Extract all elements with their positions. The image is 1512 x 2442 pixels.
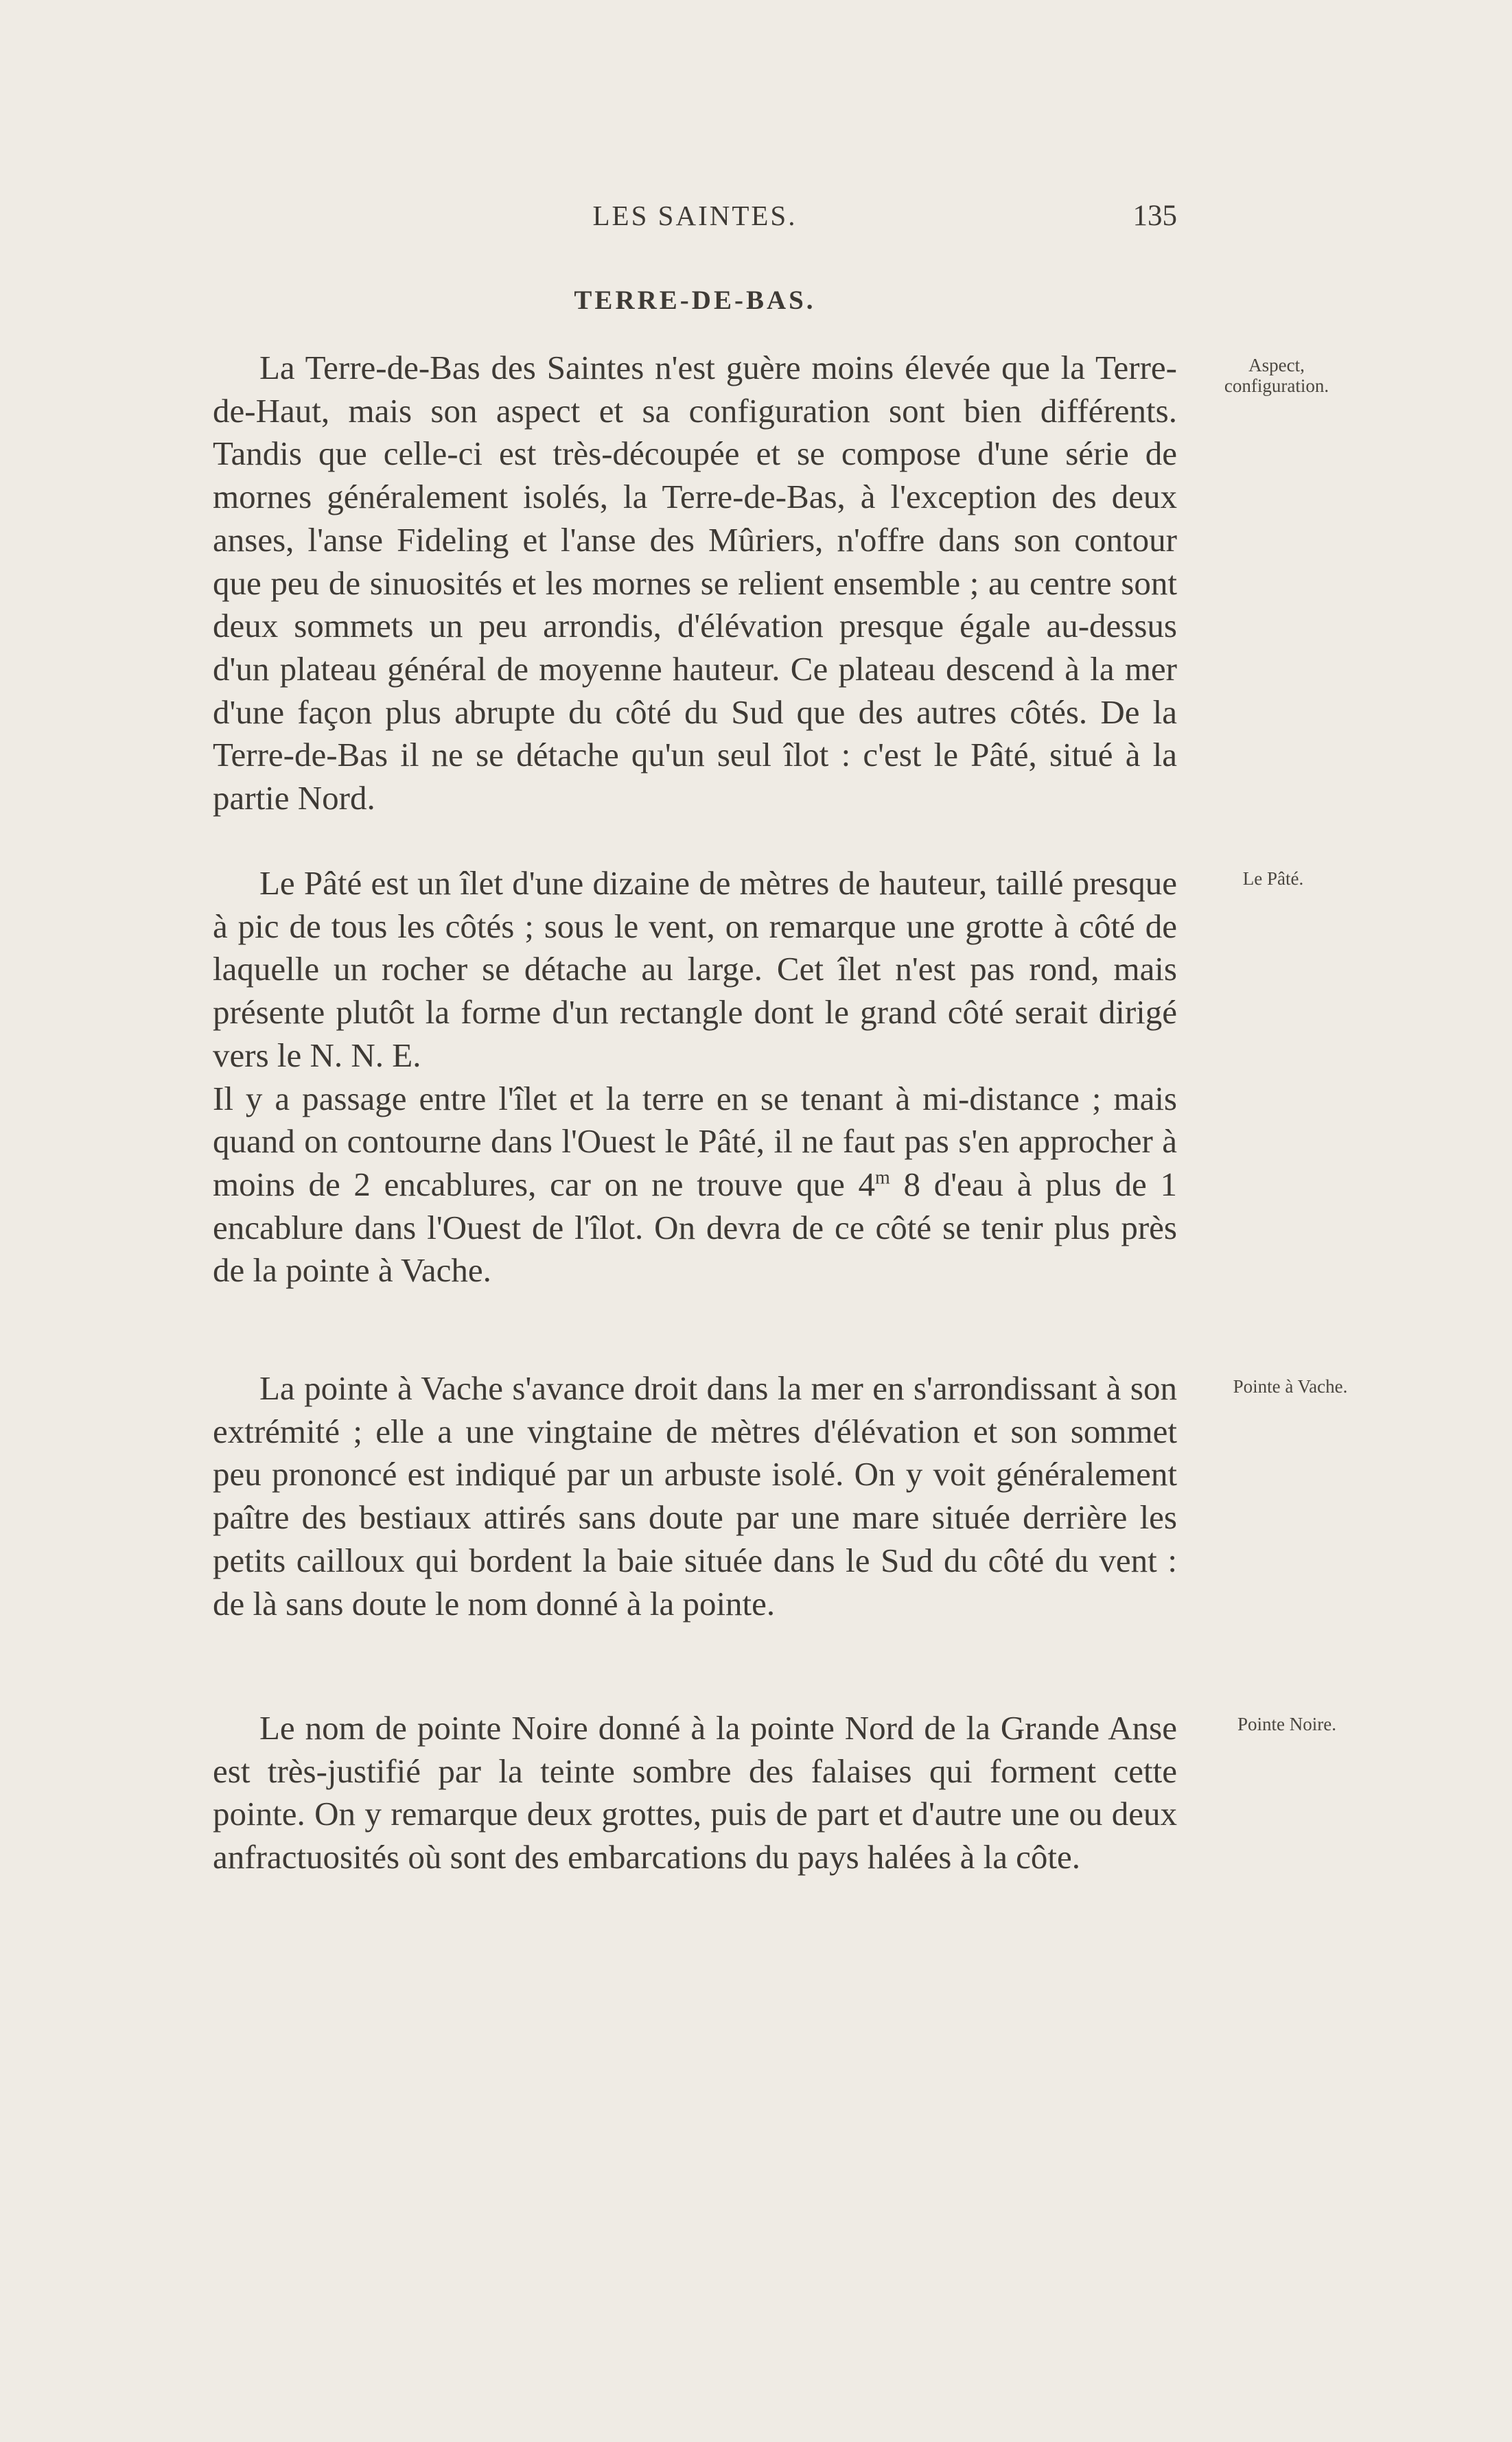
section-title: TERRE-DE-BAS. [574, 286, 816, 315]
paragraph-pointe-noire: Le nom de pointe Noire donné à la pointe Nord de la Grande Anse est très-justifié par la teinte sombre des falaises qui forment cette pointe. On y remarque deux grottes, puis de part et d'autre une ou deux anfractuosités où sont des embarcations du pays halées à la côte. [213, 1709, 1177, 1876]
running-title: LES SAINTES. [592, 200, 798, 231]
paragraph-pointe-a-vache: La pointe à Vache s'avance droit dans la mer en s'arrondissant à son extrémité ; elle a une vingtaine de mètres d'élévation et son sommet peu prononcé est indiqué par un arbuste isolé. On y voit généralement paître des bestiaux attirés sans doute par une mare située derrière les petits cailloux qui bordent la baie située dans le Sud du côté du vent : de là sans doute le nom donné à la pointe. [213, 1369, 1177, 1623]
passage-note-after: 8 d'eau à plus de 1 encablure dans l'Ouest de l'îlot. On devra de ce côté se tenir plus près de la pointe à Vache. [213, 1165, 1178, 1290]
margin-note-le-pate: Le Pâté. [1242, 868, 1304, 889]
unit-superscript: m [875, 1167, 890, 1189]
margin-note-aspect: Aspect, configuration. [1224, 355, 1329, 396]
paragraph-le-pate-text: Le Pâté est un îlet d'une dizaine de mètres de hauteur, taillé presque à pic de tous les côtés ; sous le vent, on remarque une grotte à côté de laquelle un rocher se détache au large. Cet îlet n'est pas rond, mais présente plutôt la forme d'un rectangle dont le grand côté serait dirigé vers le N. N. E. [213, 864, 1177, 1074]
passage-note-before: Il y a passage entre l'îlet et la terre en se tenant à mi-distance ; mais quand on contourne dans l'Ouest le Pâté, il ne faut pas s'en approcher à moins de 2 encablures, car on ne trouve que 4 [213, 1079, 1177, 1203]
paragraph-terre-de-bas: La Terre-de-Bas des Saintes n'est guère moins élevée que la Terre-de-Haut, mais son aspect et sa configuration sont bien différents. Tandis que celle-ci est très-découpée et se compose d'une série de mornes généralement isolés, la Terre-de-Bas, à l'exception des deux anses, l'anse Fideling et l'anse des Mûriers, n'offre dans son contour que peu de sinuosités et les mornes se relient ensemble ; au centre sont deux sommets un peu arrondis, d'élévation presque égale au-dessus d'un plateau général de moyenne hauteur. Ce plateau descend à la mer d'une façon plus abrupte du côté du Sud que des autres côtés. De la Terre-de-Bas il ne se détache qu'un seul îlot : c'est le Pâté, situé à la partie Nord. [213, 349, 1177, 817]
running-head [213, 199, 1177, 240]
paragraph-le-pate [213, 862, 1177, 1292]
passage-note-text [213, 1080, 1177, 1290]
page-number: 135 [1132, 200, 1177, 232]
margin-note-pointe-a-vache: Pointe à Vache. [1233, 1376, 1348, 1397]
margin-note-pointe-noire: Pointe Noire. [1237, 1714, 1336, 1734]
